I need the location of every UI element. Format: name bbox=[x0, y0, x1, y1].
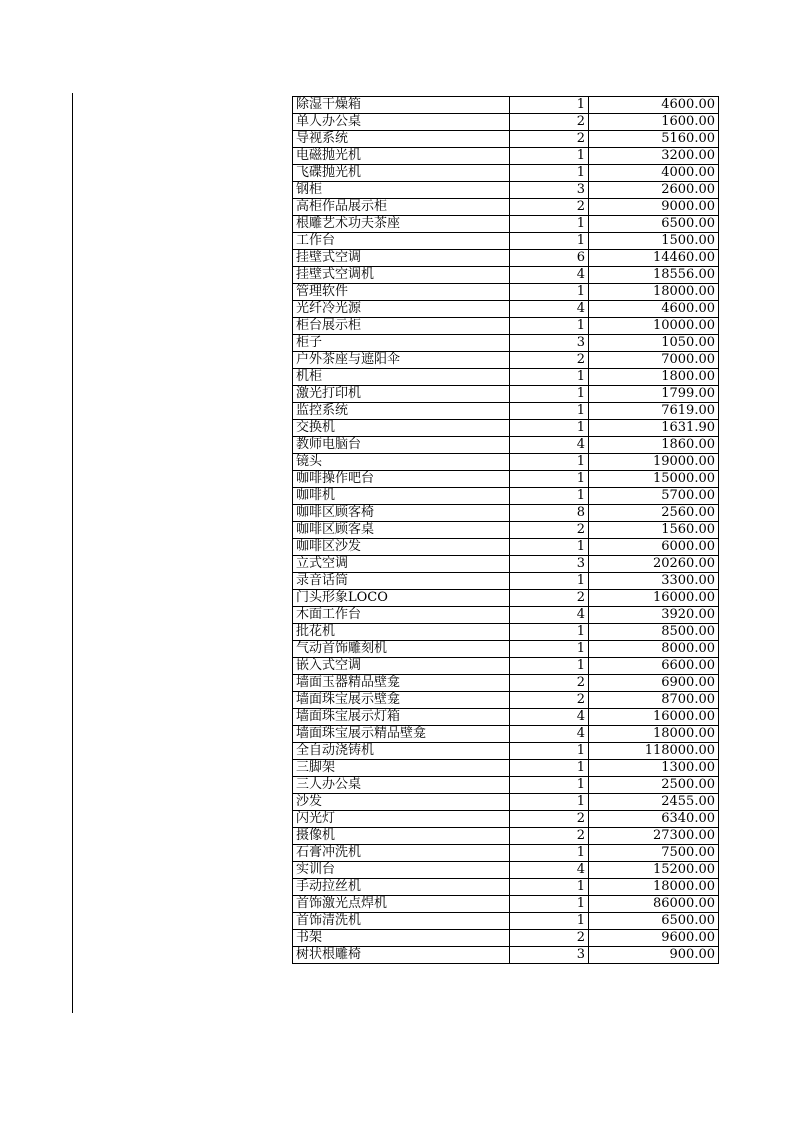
table-row bbox=[293, 879, 719, 896]
table-row bbox=[293, 641, 719, 658]
quantity-cell: 3 bbox=[510, 556, 589, 573]
amount-cell: 1050.00 bbox=[589, 335, 719, 352]
table-row bbox=[293, 233, 719, 250]
table-row bbox=[293, 726, 719, 743]
item-name-cell: 咖啡机 bbox=[293, 488, 510, 505]
item-name-cell: 交换机 bbox=[293, 420, 510, 437]
item-name-cell: 沙发 bbox=[293, 794, 510, 811]
quantity-cell: 8 bbox=[510, 505, 589, 522]
amount-cell: 6000.00 bbox=[589, 539, 719, 556]
table-row bbox=[293, 420, 719, 437]
item-name-cell: 镜头 bbox=[293, 454, 510, 471]
table-row bbox=[293, 522, 719, 539]
table-row bbox=[293, 114, 719, 131]
item-name-cell: 手动拉丝机 bbox=[293, 879, 510, 896]
table-row bbox=[293, 301, 719, 318]
item-name-cell: 三人办公桌 bbox=[293, 777, 510, 794]
table-row bbox=[293, 505, 719, 522]
left-margin-rule bbox=[72, 93, 73, 1013]
item-name-cell: 挂壁式空调 bbox=[293, 250, 510, 267]
item-name-cell: 全自动浇铸机 bbox=[293, 743, 510, 760]
amount-cell: 15200.00 bbox=[589, 862, 719, 879]
item-name-cell: 柜子 bbox=[293, 335, 510, 352]
item-name-cell: 气动首饰雕刻机 bbox=[293, 641, 510, 658]
quantity-cell: 1 bbox=[510, 896, 589, 913]
quantity-cell: 2 bbox=[510, 675, 589, 692]
quantity-cell: 4 bbox=[510, 607, 589, 624]
quantity-cell: 1 bbox=[510, 760, 589, 777]
quantity-cell: 4 bbox=[510, 437, 589, 454]
table-row bbox=[293, 352, 719, 369]
item-name-cell: 立式空调 bbox=[293, 556, 510, 573]
table-row bbox=[293, 335, 719, 352]
amount-cell: 7000.00 bbox=[589, 352, 719, 369]
quantity-cell: 1 bbox=[510, 471, 589, 488]
quantity-cell: 1 bbox=[510, 488, 589, 505]
item-name-cell: 高柜作品展示柜 bbox=[293, 199, 510, 216]
quantity-cell: 1 bbox=[510, 386, 589, 403]
amount-cell: 14460.00 bbox=[589, 250, 719, 267]
item-name-cell: 挂壁式空调机 bbox=[293, 267, 510, 284]
amount-cell: 18000.00 bbox=[589, 726, 719, 743]
quantity-cell: 1 bbox=[510, 403, 589, 420]
amount-cell: 1860.00 bbox=[589, 437, 719, 454]
amount-cell: 86000.00 bbox=[589, 896, 719, 913]
item-name-cell: 树状根雕椅 bbox=[293, 947, 510, 964]
item-name-cell: 实训台 bbox=[293, 862, 510, 879]
item-name-cell: 咖啡区顾客椅 bbox=[293, 505, 510, 522]
item-name-cell: 柜台展示柜 bbox=[293, 318, 510, 335]
amount-cell: 1631.90 bbox=[589, 420, 719, 437]
table-row bbox=[293, 250, 719, 267]
item-name-cell: 摄像机 bbox=[293, 828, 510, 845]
table-row bbox=[293, 199, 719, 216]
quantity-cell: 1 bbox=[510, 454, 589, 471]
table-row bbox=[293, 607, 719, 624]
table-row bbox=[293, 828, 719, 845]
quantity-cell: 1 bbox=[510, 420, 589, 437]
quantity-cell: 3 bbox=[510, 947, 589, 964]
amount-cell: 3300.00 bbox=[589, 573, 719, 590]
table-row bbox=[293, 947, 719, 964]
amount-cell: 1560.00 bbox=[589, 522, 719, 539]
item-name-cell: 管理软件 bbox=[293, 284, 510, 301]
amount-cell: 2600.00 bbox=[589, 182, 719, 199]
item-name-cell: 根雕艺术功夫茶座 bbox=[293, 216, 510, 233]
table-row bbox=[293, 624, 719, 641]
item-name-cell: 首饰激光点焊机 bbox=[293, 896, 510, 913]
quantity-cell: 1 bbox=[510, 641, 589, 658]
amount-cell: 16000.00 bbox=[589, 590, 719, 607]
amount-cell: 1300.00 bbox=[589, 760, 719, 777]
amount-cell: 2560.00 bbox=[589, 505, 719, 522]
table-row bbox=[293, 794, 719, 811]
amount-cell: 18000.00 bbox=[589, 879, 719, 896]
amount-cell: 27300.00 bbox=[589, 828, 719, 845]
quantity-cell: 1 bbox=[510, 913, 589, 930]
quantity-cell: 4 bbox=[510, 862, 589, 879]
item-name-cell: 墙面玉器精品壁龛 bbox=[293, 675, 510, 692]
amount-cell: 4600.00 bbox=[589, 301, 719, 318]
equipment-table bbox=[292, 96, 719, 964]
amount-cell: 2500.00 bbox=[589, 777, 719, 794]
quantity-cell: 1 bbox=[510, 233, 589, 250]
quantity-cell: 1 bbox=[510, 369, 589, 386]
equipment-table-body bbox=[293, 97, 719, 964]
table-row bbox=[293, 131, 719, 148]
quantity-cell: 1 bbox=[510, 573, 589, 590]
item-name-cell: 咖啡区沙发 bbox=[293, 539, 510, 556]
table-row bbox=[293, 862, 719, 879]
amount-cell: 8500.00 bbox=[589, 624, 719, 641]
item-name-cell: 批花机 bbox=[293, 624, 510, 641]
table-row bbox=[293, 556, 719, 573]
amount-cell: 5700.00 bbox=[589, 488, 719, 505]
quantity-cell: 3 bbox=[510, 182, 589, 199]
item-name-cell: 户外茶座与遮阳伞 bbox=[293, 352, 510, 369]
quantity-cell: 1 bbox=[510, 165, 589, 182]
quantity-cell: 1 bbox=[510, 148, 589, 165]
table-row bbox=[293, 437, 719, 454]
amount-cell: 19000.00 bbox=[589, 454, 719, 471]
amount-cell: 20260.00 bbox=[589, 556, 719, 573]
item-name-cell: 首饰清洗机 bbox=[293, 913, 510, 930]
amount-cell: 9600.00 bbox=[589, 930, 719, 947]
item-name-cell: 工作台 bbox=[293, 233, 510, 250]
quantity-cell: 1 bbox=[510, 743, 589, 760]
quantity-cell: 2 bbox=[510, 692, 589, 709]
quantity-cell: 1 bbox=[510, 216, 589, 233]
quantity-cell: 1 bbox=[510, 97, 589, 114]
table-row bbox=[293, 709, 719, 726]
table-row bbox=[293, 692, 719, 709]
amount-cell: 3200.00 bbox=[589, 148, 719, 165]
quantity-cell: 3 bbox=[510, 335, 589, 352]
table-row bbox=[293, 471, 719, 488]
item-name-cell: 木面工作台 bbox=[293, 607, 510, 624]
quantity-cell: 2 bbox=[510, 352, 589, 369]
table-row bbox=[293, 369, 719, 386]
table-row bbox=[293, 97, 719, 114]
table-row bbox=[293, 454, 719, 471]
item-name-cell: 书架 bbox=[293, 930, 510, 947]
table-row bbox=[293, 148, 719, 165]
table-row bbox=[293, 658, 719, 675]
quantity-cell: 2 bbox=[510, 590, 589, 607]
table-row bbox=[293, 743, 719, 760]
quantity-cell: 1 bbox=[510, 284, 589, 301]
table-row bbox=[293, 913, 719, 930]
quantity-cell: 2 bbox=[510, 131, 589, 148]
amount-cell: 1799.00 bbox=[589, 386, 719, 403]
quantity-cell: 1 bbox=[510, 794, 589, 811]
amount-cell: 10000.00 bbox=[589, 318, 719, 335]
table-row bbox=[293, 284, 719, 301]
item-name-cell: 墙面珠宝展示灯箱 bbox=[293, 709, 510, 726]
item-name-cell: 录音话筒 bbox=[293, 573, 510, 590]
item-name-cell: 咖啡操作吧台 bbox=[293, 471, 510, 488]
quantity-cell: 1 bbox=[510, 624, 589, 641]
amount-cell: 8700.00 bbox=[589, 692, 719, 709]
amount-cell: 9000.00 bbox=[589, 199, 719, 216]
item-name-cell: 门头形象LOCO bbox=[293, 590, 510, 607]
quantity-cell: 2 bbox=[510, 522, 589, 539]
amount-cell: 1800.00 bbox=[589, 369, 719, 386]
table-row bbox=[293, 777, 719, 794]
quantity-cell: 2 bbox=[510, 828, 589, 845]
table-row bbox=[293, 811, 719, 828]
amount-cell: 5160.00 bbox=[589, 131, 719, 148]
table-row bbox=[293, 539, 719, 556]
table-row bbox=[293, 845, 719, 862]
amount-cell: 8000.00 bbox=[589, 641, 719, 658]
table-row bbox=[293, 760, 719, 777]
amount-cell: 6900.00 bbox=[589, 675, 719, 692]
amount-cell: 7619.00 bbox=[589, 403, 719, 420]
table-row bbox=[293, 318, 719, 335]
quantity-cell: 6 bbox=[510, 250, 589, 267]
item-name-cell: 教师电脑台 bbox=[293, 437, 510, 454]
quantity-cell: 1 bbox=[510, 318, 589, 335]
item-name-cell: 光纤冷光源 bbox=[293, 301, 510, 318]
item-name-cell: 墙面珠宝展示壁龛 bbox=[293, 692, 510, 709]
table-row bbox=[293, 573, 719, 590]
item-name-cell: 除湿干燥箱 bbox=[293, 97, 510, 114]
quantity-cell: 4 bbox=[510, 267, 589, 284]
amount-cell: 1500.00 bbox=[589, 233, 719, 250]
item-name-cell: 石膏冲洗机 bbox=[293, 845, 510, 862]
amount-cell: 1600.00 bbox=[589, 114, 719, 131]
item-name-cell: 飞碟抛光机 bbox=[293, 165, 510, 182]
amount-cell: 7500.00 bbox=[589, 845, 719, 862]
amount-cell: 3920.00 bbox=[589, 607, 719, 624]
amount-cell: 900.00 bbox=[589, 947, 719, 964]
amount-cell: 2455.00 bbox=[589, 794, 719, 811]
quantity-cell: 4 bbox=[510, 726, 589, 743]
amount-cell: 118000.00 bbox=[589, 743, 719, 760]
item-name-cell: 闪光灯 bbox=[293, 811, 510, 828]
amount-cell: 6600.00 bbox=[589, 658, 719, 675]
quantity-cell: 2 bbox=[510, 930, 589, 947]
amount-cell: 6500.00 bbox=[589, 216, 719, 233]
quantity-cell: 4 bbox=[510, 301, 589, 318]
table-row bbox=[293, 267, 719, 284]
amount-cell: 18000.00 bbox=[589, 284, 719, 301]
table-row bbox=[293, 675, 719, 692]
amount-cell: 6500.00 bbox=[589, 913, 719, 930]
amount-cell: 18556.00 bbox=[589, 267, 719, 284]
quantity-cell: 2 bbox=[510, 114, 589, 131]
table-row bbox=[293, 930, 719, 947]
quantity-cell: 1 bbox=[510, 658, 589, 675]
table-row bbox=[293, 386, 719, 403]
quantity-cell: 1 bbox=[510, 879, 589, 896]
table-row bbox=[293, 403, 719, 420]
item-name-cell: 监控系统 bbox=[293, 403, 510, 420]
table-row bbox=[293, 216, 719, 233]
item-name-cell: 机柜 bbox=[293, 369, 510, 386]
item-name-cell: 电磁抛光机 bbox=[293, 148, 510, 165]
table-row bbox=[293, 165, 719, 182]
item-name-cell: 三脚架 bbox=[293, 760, 510, 777]
item-name-cell: 单人办公桌 bbox=[293, 114, 510, 131]
quantity-cell: 2 bbox=[510, 811, 589, 828]
table-row bbox=[293, 896, 719, 913]
quantity-cell: 2 bbox=[510, 199, 589, 216]
item-name-cell: 钢柜 bbox=[293, 182, 510, 199]
quantity-cell: 4 bbox=[510, 709, 589, 726]
quantity-cell: 1 bbox=[510, 845, 589, 862]
item-name-cell: 墙面珠宝展示精品壁龛 bbox=[293, 726, 510, 743]
amount-cell: 6340.00 bbox=[589, 811, 719, 828]
item-name-cell: 嵌入式空调 bbox=[293, 658, 510, 675]
item-name-cell: 咖啡区顾客桌 bbox=[293, 522, 510, 539]
quantity-cell: 1 bbox=[510, 539, 589, 556]
item-name-cell: 激光打印机 bbox=[293, 386, 510, 403]
amount-cell: 4000.00 bbox=[589, 165, 719, 182]
table-row bbox=[293, 590, 719, 607]
amount-cell: 15000.00 bbox=[589, 471, 719, 488]
amount-cell: 4600.00 bbox=[589, 97, 719, 114]
quantity-cell: 1 bbox=[510, 777, 589, 794]
amount-cell: 16000.00 bbox=[589, 709, 719, 726]
item-name-cell: 导视系统 bbox=[293, 131, 510, 148]
table-row bbox=[293, 182, 719, 199]
table-row bbox=[293, 488, 719, 505]
